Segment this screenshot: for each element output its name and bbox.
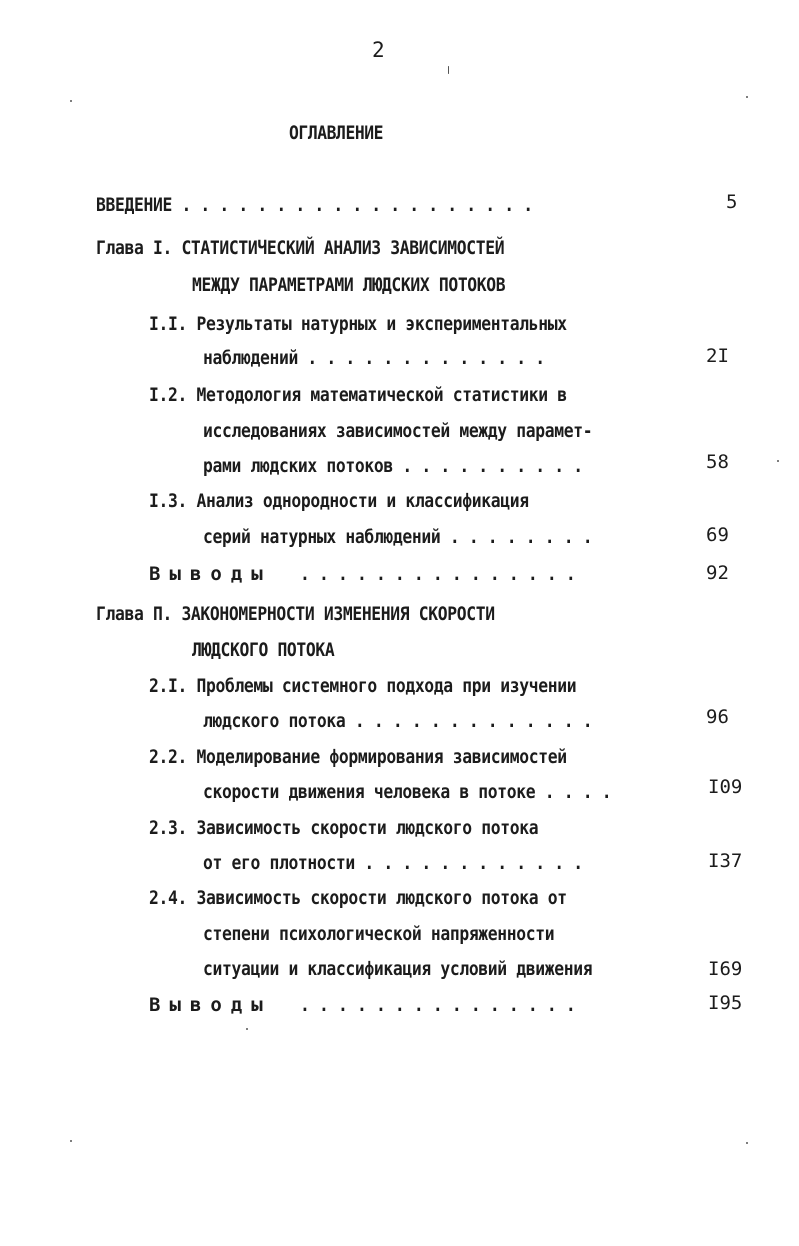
toc-page-2-4: I69	[708, 958, 743, 980]
toc-section-2-4-cont-1: степени психологической напряженности	[203, 923, 555, 945]
scan-speck	[777, 460, 779, 462]
toc-page-1-1: 2I	[706, 345, 729, 367]
toc-section-1-2-cont-1: исследованиях зависимостей между парамет-	[203, 420, 593, 442]
toc-entry-introduction: ВВЕДЕНИЕ . . . . . . . . . . . . . . . . . . .	[96, 194, 533, 216]
toc-section-1-2-cont-2: рами людских потоков . . . . . . . . . .	[203, 455, 583, 477]
toc-chapter-2-title: Глава П. ЗАКОНОМЕРНОСТИ ИЗМЕНЕНИЯ СКОРОСТИ	[96, 603, 495, 625]
toc-conclusions-1-leader: . . . . . . . . . . . . . . .	[300, 563, 576, 585]
toc-section-2-2: 2.2. Моделирование формирования зависимостей	[149, 746, 567, 768]
toc-page-introduction: 5	[726, 191, 738, 213]
toc-section-2-1: 2.I. Проблемы системного подхода при изучении	[149, 675, 577, 697]
toc-section-2-3: 2.3. Зависимость скорости людского потока	[149, 817, 539, 839]
toc-section-2-3-cont: от его плотности . . . . . . . . . . . .	[203, 852, 583, 874]
toc-page-2-3: I37	[708, 850, 743, 872]
toc-section-1-3: I.3. Анализ однородности и классификация	[149, 490, 529, 512]
toc-page-1-2: 58	[706, 451, 729, 473]
toc-section-1-1: I.I. Результаты натурных и экспериментальных	[149, 313, 567, 335]
toc-chapter-1-title-cont: МЕЖДУ ПАРАМЕТРАМИ ЛЮДСКИХ ПОТОКОВ	[192, 274, 506, 296]
toc-section-2-4-cont-2: ситуации и классификация условий движения	[203, 958, 593, 980]
toc-page-conclusions-1: 92	[706, 562, 729, 584]
toc-chapter-2-title-cont: ЛЮДСКОГО ПОТОКА	[192, 639, 335, 661]
toc-conclusions-2-label: Выводы	[149, 994, 272, 1016]
scan-speck	[448, 66, 449, 74]
toc-title: ОГЛАВЛЕНИЕ	[289, 122, 384, 144]
toc-section-2-2-cont: скорости движения человека в потоке . . . .	[203, 781, 612, 803]
scan-speck	[746, 1142, 748, 1144]
toc-conclusions-1-label: Выводы	[149, 563, 272, 585]
toc-section-2-4: 2.4. Зависимость скорости людского потока от	[149, 887, 567, 909]
toc-page-conclusions-2: I95	[708, 992, 743, 1014]
scan-speck	[746, 96, 748, 98]
toc-page-2-2: I09	[708, 776, 743, 798]
toc-section-2-1-cont: людского потока . . . . . . . . . . . . .	[203, 710, 593, 732]
toc-section-1-3-cont: серий натурных наблюдений . . . . . . . .	[203, 526, 593, 548]
toc-conclusions-2-leader: . . . . . . . . . . . . . . .	[300, 994, 576, 1016]
toc-chapter-1-title: Глава I. СТАТИСТИЧЕСКИЙ АНАЛИЗ ЗАВИСИМОСТЕЙ	[96, 237, 505, 259]
toc-page-2-1: 96	[706, 706, 729, 728]
scan-speck	[70, 1140, 72, 1142]
toc-page-1-3: 69	[706, 524, 729, 546]
scan-speck	[70, 100, 72, 102]
toc-section-1-2: I.2. Методология математической статистики в	[149, 384, 567, 406]
scan-speck	[246, 1028, 248, 1030]
page-number: 2	[372, 38, 385, 62]
toc-section-1-1-cont: наблюдений . . . . . . . . . . . . .	[203, 347, 545, 369]
